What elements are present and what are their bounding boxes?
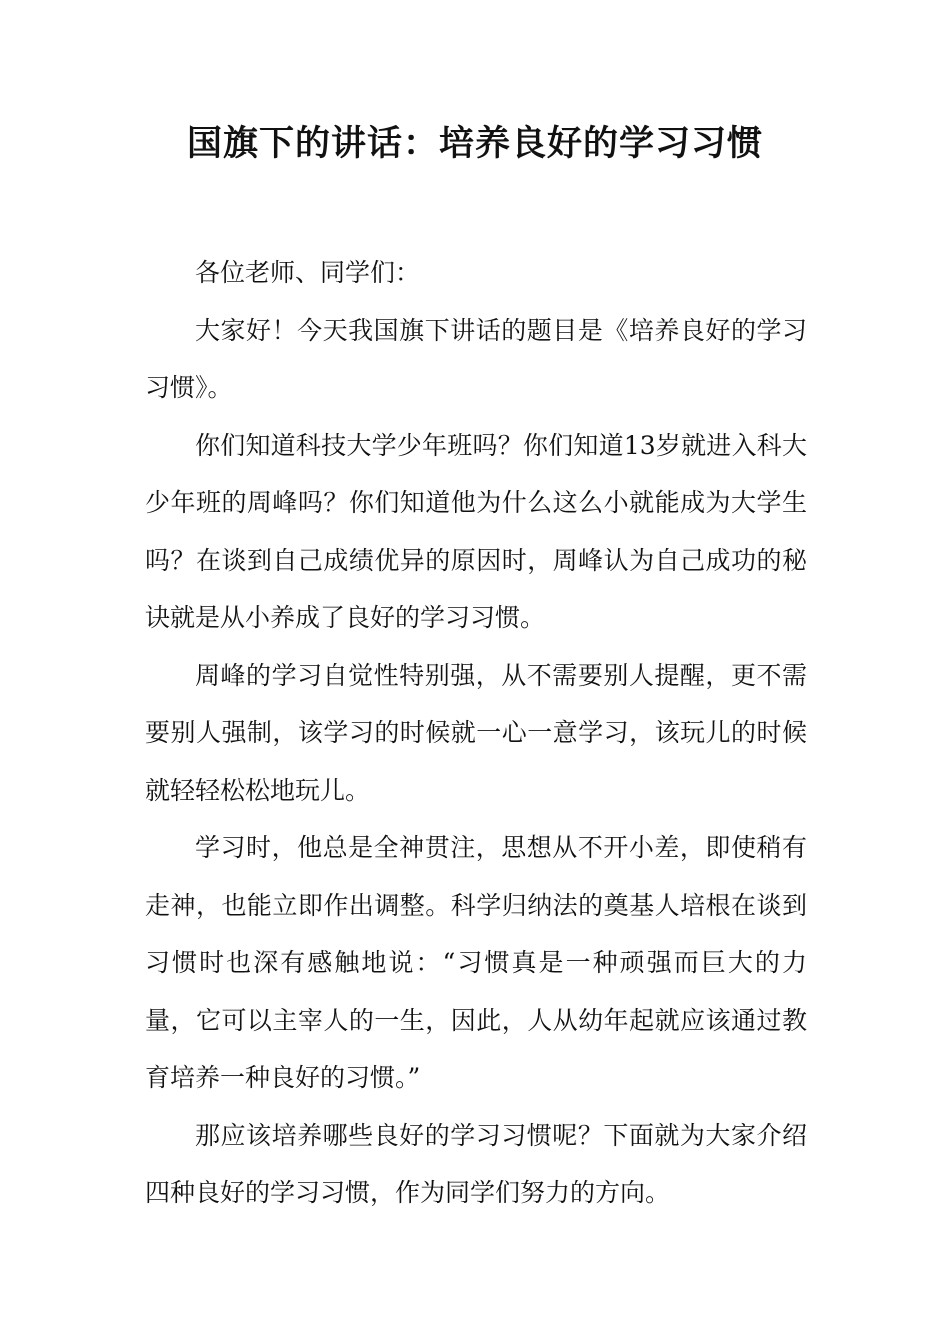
paragraph-four-habits: 那应该培养哪些良好的学习习惯呢？下面就为大家介绍四种良好的学习习惯，作为同学们努力的方向。 [145, 1120, 807, 1207]
document-body [145, 244, 807, 1222]
paragraph-bacon-quote: 学习时，他总是全神贯注，思想从不开小差，即使稍有走神，也能立即作出调整。科学归纳法的奠基人培根在谈到习惯时也深有感触地说：“习惯真是一种顽强而巨大的力量，它可以主宰人的一生，因此，人从幼年起就应该通过教育培养一种良好的习惯。” [145, 833, 807, 1092]
paragraph-greeting: 各位老师、同学们： [195, 258, 421, 287]
paragraph-zhou-feng: 你们知道科技大学少年班吗？你们知道13岁就进入科大少年班的周峰吗？你们知道他为什么这么小就能成为大学生吗？在谈到自己成绩优异的原因时，周峰认为自己成功的秘诀就是从小养成了良好的学习习惯。 [145, 430, 807, 632]
paragraph-intro: 大家好！今天我国旗下讲话的题目是《培养良好的学习习惯》。 [145, 315, 807, 402]
paragraph-self-discipline: 周峰的学习自觉性特别强，从不需要别人提醒，更不需要别人强制，该学习的时候就一心一意学习，该玩儿的时候就轻轻松松地玩儿。 [145, 660, 807, 805]
document-title: 国旗下的讲话：培养良好的学习习惯 [186, 124, 763, 164]
